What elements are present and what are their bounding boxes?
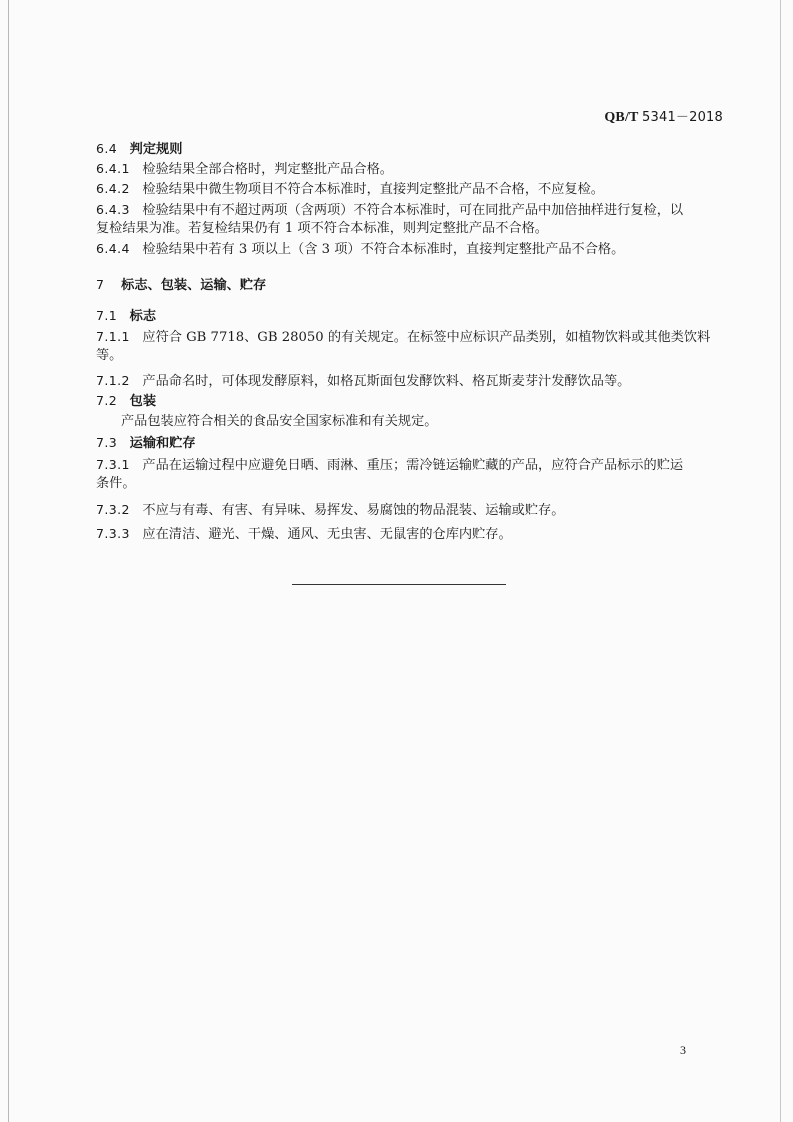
section-heading-7-1 — [96, 306, 156, 326]
clause-text: 产品命名时，可体现发酵原料，如格瓦斯面包发酵饮料、格瓦斯麦芽汁发酵饮品等。 — [142, 374, 631, 389]
clause-number: 7.1.2 — [96, 373, 130, 388]
chapter-title: 标志、包装、运输、贮存 — [121, 278, 267, 293]
clause-text: 检验结果全部合格时，判定整批产品合格。 — [142, 162, 393, 177]
section-title: 标志 — [129, 309, 157, 324]
clause-6-4-1 — [96, 159, 393, 179]
clause-7-3-1 — [96, 455, 683, 475]
clause-text: 检验结果中微生物项目不符合本标准时，直接判定整批产品不合格，不应复检。 — [142, 182, 604, 197]
section-number: 6.4 — [96, 141, 118, 156]
clause-text-continuation: 条件。 — [96, 476, 136, 491]
section-title: 判定规则 — [129, 142, 183, 157]
scan-edge-right — [780, 0, 781, 1122]
page-number: 3 — [680, 1043, 686, 1057]
clause-text: 不应与有毒、有害、有异味、易挥发、易腐蚀的物品混装、运输或贮存。 — [142, 503, 565, 518]
clause-number: 7.3.3 — [96, 526, 130, 541]
clause-6-4-3 — [96, 200, 683, 220]
clause-text: 应符合 GB 7718、GB 28050 的有关规定。在标签中应标识产品类别，如植物饮料或其他类饮料 — [142, 330, 711, 345]
section-heading-6-4 — [96, 139, 182, 159]
clause-text-continuation: 等。 — [96, 348, 123, 363]
section-number: 7.2 — [96, 393, 118, 408]
section-text: 产品包装应符合相关的食品安全国家标准和有关规定。 — [121, 414, 438, 429]
clause-number: 6.4.4 — [96, 241, 130, 256]
clause-number: 7.3.2 — [96, 502, 130, 517]
clause-text: 检验结果中有不超过两项（含两项）不符合本标准时，可在同批产品中加倍抽样进行复检，以 — [142, 203, 684, 218]
section-title: 包装 — [129, 394, 157, 409]
clause-text: 检验结果中若有 3 项以上（含 3 项）不符合本标准时，直接判定整批产品不合格。 — [142, 242, 625, 257]
end-of-text-rule — [292, 584, 506, 585]
scan-edge-left — [8, 0, 9, 1122]
standard-code — [604, 106, 723, 126]
clause-number: 6.4.2 — [96, 181, 130, 196]
standard-code-number: 5341－2018 — [642, 110, 723, 125]
clause-number: 7.1.1 — [96, 329, 130, 344]
clause-7-1-1 — [96, 327, 710, 347]
chapter-heading-7 — [96, 275, 266, 295]
section-7-2-body — [121, 412, 438, 431]
clause-6-4-2 — [96, 179, 604, 199]
clause-7-1-1-continuation — [96, 346, 122, 365]
clause-number: 6.4.3 — [96, 202, 130, 217]
section-heading-7-3 — [96, 433, 196, 453]
section-title: 运输和贮存 — [129, 436, 196, 451]
clause-number: 7.3.1 — [96, 457, 130, 472]
chapter-number: 7 — [96, 277, 105, 292]
standard-code-prefix: QB/T — [604, 110, 639, 125]
clause-7-3-3 — [96, 524, 512, 544]
clause-6-4-4 — [96, 239, 624, 259]
section-number: 7.3 — [96, 435, 118, 450]
clause-text: 产品在运输过程中应避免日晒、雨淋、重压；需冷链运输贮藏的产品，应符合产品标示的贮运 — [142, 458, 684, 473]
section-heading-7-2 — [96, 391, 156, 411]
clause-text-continuation: 复检结果为准。若复检结果仍有 1 项不符合本标准，则判定整批产品不合格。 — [96, 221, 548, 236]
clause-7-1-2 — [96, 371, 630, 391]
clause-6-4-3-continuation — [96, 219, 548, 238]
section-number: 7.1 — [96, 308, 118, 323]
clause-text: 应在清洁、避光、干燥、通风、无虫害、无鼠害的仓库内贮存。 — [142, 527, 512, 542]
clause-7-3-1-continuation — [96, 474, 136, 493]
clause-7-3-2 — [96, 500, 564, 520]
clause-number: 6.4.1 — [96, 161, 130, 176]
